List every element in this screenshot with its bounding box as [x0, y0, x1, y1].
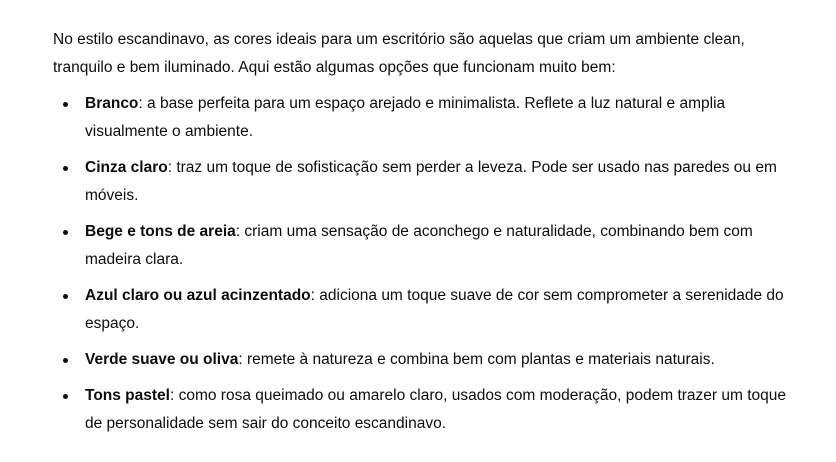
- option-description: : como rosa queimado ou amarelo claro, usados com moderação, podem trazer um toque de personalidade sem sair do conceito escandinavo.: [85, 387, 786, 432]
- option-description: : criam uma sensação de aconchego e naturalidade, combinando bem com madeira clara.: [85, 223, 753, 268]
- option-term: Verde suave ou oliva: [85, 351, 239, 368]
- option-term: Cinza claro: [85, 159, 168, 176]
- option-term: Azul claro ou azul acinzentado: [85, 287, 311, 304]
- color-options-list: [53, 90, 798, 438]
- list-item: [53, 90, 798, 146]
- bullet-icon: [63, 102, 68, 107]
- intro-paragraph: No estilo escandinavo, as cores ideais para um escritório são aquelas que criam um ambiente clean, tranquilo e bem iluminado. Aqui estão algumas opções que funcionam muito bem:: [53, 31, 745, 76]
- option-description: : traz um toque de sofisticação sem perder a leveza. Pode ser usado nas paredes ou em móveis.: [85, 159, 777, 204]
- bullet-icon: [63, 166, 68, 171]
- bullet-icon: [63, 230, 68, 235]
- option-description: : a base perfeita para um espaço arejado e minimalista. Reflete a luz natural e amplia visualmente o ambiente.: [85, 95, 726, 140]
- message-content: [53, 26, 798, 446]
- list-item: [53, 346, 798, 374]
- option-description: : remete à natureza e combina bem com plantas e materiais naturais.: [238, 351, 715, 368]
- option-description: : adiciona um toque suave de cor sem comprometer a serenidade do espaço.: [85, 287, 784, 332]
- bullet-icon: [63, 294, 68, 299]
- bullet-icon: [63, 358, 68, 363]
- option-term: Branco: [85, 95, 139, 112]
- list-item: [53, 154, 798, 210]
- option-term: Bege e tons de areia: [85, 223, 236, 240]
- list-item: [53, 382, 798, 438]
- bullet-icon: [63, 394, 68, 399]
- list-item: [53, 282, 798, 338]
- list-item: [53, 218, 798, 274]
- option-term: Tons pastel: [85, 387, 170, 404]
